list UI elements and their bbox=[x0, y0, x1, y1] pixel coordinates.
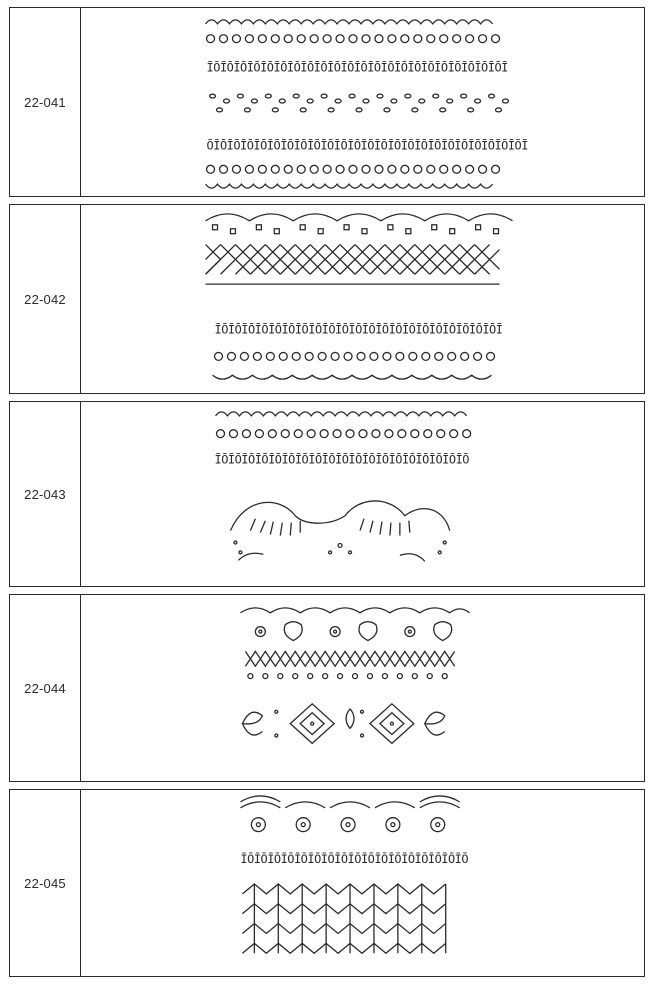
pattern-code: 22-042 bbox=[10, 205, 81, 393]
openwork-text-band: ŌĪŌĪŌĪŌĪŌĪŌĪŌĪŌĪŌĪŌĪŌĪŌĪŌĪŌĪŌĪŌĪŌĪŌĪŌĪŌĪŌĪŌĪŌĪŌĪ bbox=[206, 138, 528, 153]
lace-pattern-art bbox=[81, 8, 644, 196]
pattern-code: 22-044 bbox=[10, 595, 81, 781]
pattern-panel-22-041 bbox=[9, 7, 645, 197]
lace-pattern-art bbox=[81, 595, 644, 781]
openwork-text-band: ĪŌĪŌĪŌĪŌĪŌĪŌĪŌĪŌĪŌĪŌĪŌĪŌĪŌĪŌĪŌĪŌĪŌĪŌĪŌĪŌĪŌĪ bbox=[214, 322, 503, 337]
lace-pattern-art bbox=[81, 790, 644, 976]
pattern-code: 22-043 bbox=[10, 402, 81, 586]
openwork-text-band: ĪŌĪŌĪŌĪŌĪŌĪŌĪŌĪŌĪŌĪŌĪŌĪŌĪŌĪŌĪŌĪŌĪŌ bbox=[240, 852, 469, 867]
pattern-code: 22-045 bbox=[10, 790, 81, 976]
pattern-panel-22-044 bbox=[9, 594, 645, 782]
lace-pattern-art bbox=[81, 205, 644, 393]
pattern-panel-22-043 bbox=[9, 401, 645, 587]
openwork-text-band: ĪŌĪŌĪŌĪŌĪŌĪŌĪŌĪŌĪŌĪŌĪŌĪŌĪŌĪŌĪŌĪŌĪŌĪŌĪŌĪŌĪŌĪŌĪ bbox=[206, 60, 508, 75]
pattern-panel-22-045 bbox=[9, 789, 645, 977]
openwork-text-band: ĪŌĪŌĪŌĪŌĪŌĪŌĪŌĪŌĪŌĪŌĪŌĪŌĪŌĪŌĪŌĪŌĪŌĪŌĪŌ bbox=[214, 452, 469, 467]
lace-pattern-art bbox=[81, 402, 644, 586]
pattern-code: 22-041 bbox=[10, 8, 81, 196]
pattern-panel-22-042 bbox=[9, 204, 645, 394]
